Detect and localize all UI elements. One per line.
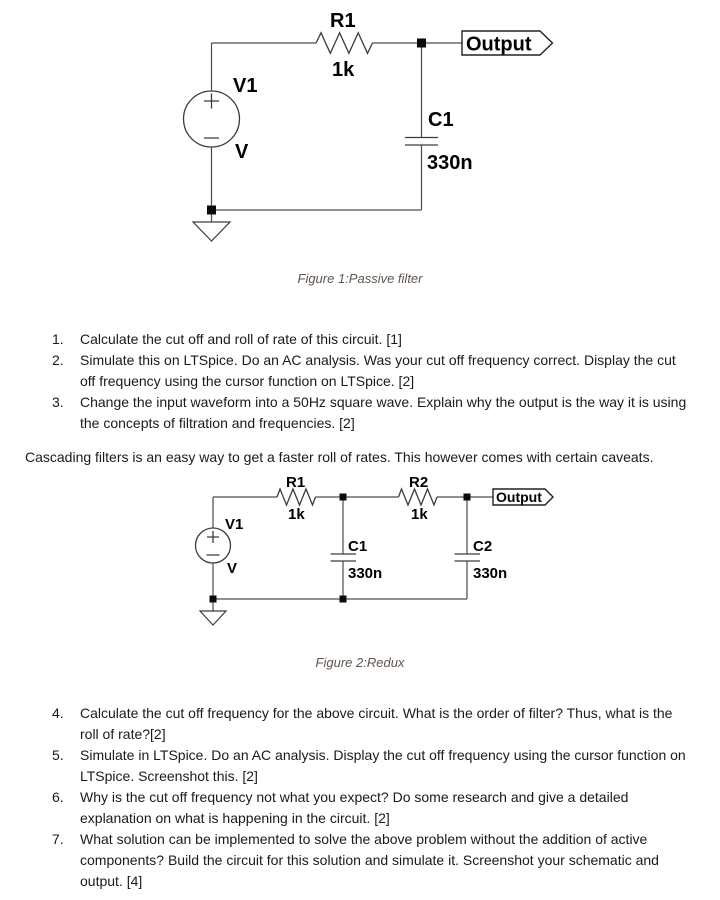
list-item-number: 6. xyxy=(52,789,64,805)
junction-node xyxy=(210,596,217,603)
list-item-number: 5. xyxy=(52,747,64,763)
source-name-label: V1 xyxy=(225,516,244,533)
capacitor-name-label: C1 xyxy=(428,109,454,131)
figure2-caption: Figure 2:Redux xyxy=(315,655,405,670)
list-item-number: 2. xyxy=(52,352,64,368)
resistor2-name-label: R2 xyxy=(409,474,429,491)
list-item-text: Why is the cut off frequency not what you expect? Do some research and give a detailed explanation on what is happening in the circuit. [2] xyxy=(80,789,629,826)
junction-node xyxy=(417,39,426,48)
resistor1-name-label: R1 xyxy=(286,474,306,491)
source-value-label: V xyxy=(227,560,238,577)
figure1-schematic xyxy=(184,10,553,241)
list-item-number: 3. xyxy=(52,394,64,410)
list-item-text: Calculate the cut off frequency for the above circuit. What is the order of filter? Thus, what is the roll of rate?[2] xyxy=(80,705,673,742)
list-item-text: Simulate this on LTSpice. Do an AC analysis. Was your cut off frequency correct. Display the cut off frequency using the cursor function on LTSpice. [2] xyxy=(80,352,676,389)
list-item xyxy=(52,329,700,350)
cascading-filters-note: Cascading filters is an easy way to get a faster roll of rates. This however comes with certain caveats. xyxy=(25,449,654,465)
capacitor2-value-label: 330n xyxy=(473,565,508,582)
junction-node xyxy=(340,596,347,603)
source-value-label: V xyxy=(235,141,249,163)
resistor-icon xyxy=(277,489,316,505)
resistor2-value-label: 1k xyxy=(411,506,428,523)
list-item-number: 7. xyxy=(52,831,64,847)
list-item xyxy=(52,392,700,434)
capacitor1-name-label: C1 xyxy=(348,538,368,555)
list-item xyxy=(52,745,700,787)
output-flag-label: Output xyxy=(496,489,542,505)
resistor-icon xyxy=(316,33,372,54)
resistor-name-label: R1 xyxy=(330,10,356,32)
list-item-text: Change the input waveform into a 50Hz square wave. Explain why the output is the way it is using the concepts of filtration and frequencies. [2] xyxy=(80,394,687,431)
output-flag-label: Output xyxy=(466,33,532,56)
capacitor-icon xyxy=(331,554,357,561)
resistor1-value-label: 1k xyxy=(288,506,305,523)
resistor-value-label: 1k xyxy=(332,59,355,81)
instructions-list-top xyxy=(52,329,700,434)
capacitor-icon xyxy=(405,138,438,146)
instructions-list-bottom xyxy=(52,703,700,892)
junction-node xyxy=(464,494,471,501)
capacitor-icon xyxy=(455,554,481,561)
capacitor2-name-label: C2 xyxy=(473,538,493,555)
capacitor1-value-label: 330n xyxy=(348,565,383,582)
voltage-source-icon xyxy=(196,528,231,563)
capacitor-value-label: 330n xyxy=(427,152,473,174)
list-item-number: 1. xyxy=(52,331,64,347)
list-item xyxy=(52,787,700,829)
list-item xyxy=(52,350,700,392)
list-item xyxy=(52,829,700,892)
junction-node xyxy=(340,494,347,501)
figure1-caption: Figure 1:Passive filter xyxy=(297,271,423,286)
resistor-icon xyxy=(399,489,438,505)
ground-icon xyxy=(200,611,226,625)
list-item-number: 4. xyxy=(52,705,64,721)
list-item-text: Simulate in LTSpice. Do an AC analysis. Display the cut off frequency using the cursor function on LTSpice. Screenshot this. [2] xyxy=(80,747,686,784)
voltage-source-icon xyxy=(184,91,240,147)
junction-node xyxy=(207,206,216,215)
source-name-label: V1 xyxy=(233,75,258,97)
list-item-text: Calculate the cut off and roll of rate of this circuit. [1] xyxy=(80,331,402,347)
list-item xyxy=(52,703,700,745)
figure2-schematic xyxy=(196,474,554,625)
list-item-text: What solution can be implemented to solve the above problem without the addition of active components? Build the circuit for this solution and simulate it. Screenshot your schematic and output. [4] xyxy=(80,831,659,889)
ground-icon xyxy=(193,222,230,241)
